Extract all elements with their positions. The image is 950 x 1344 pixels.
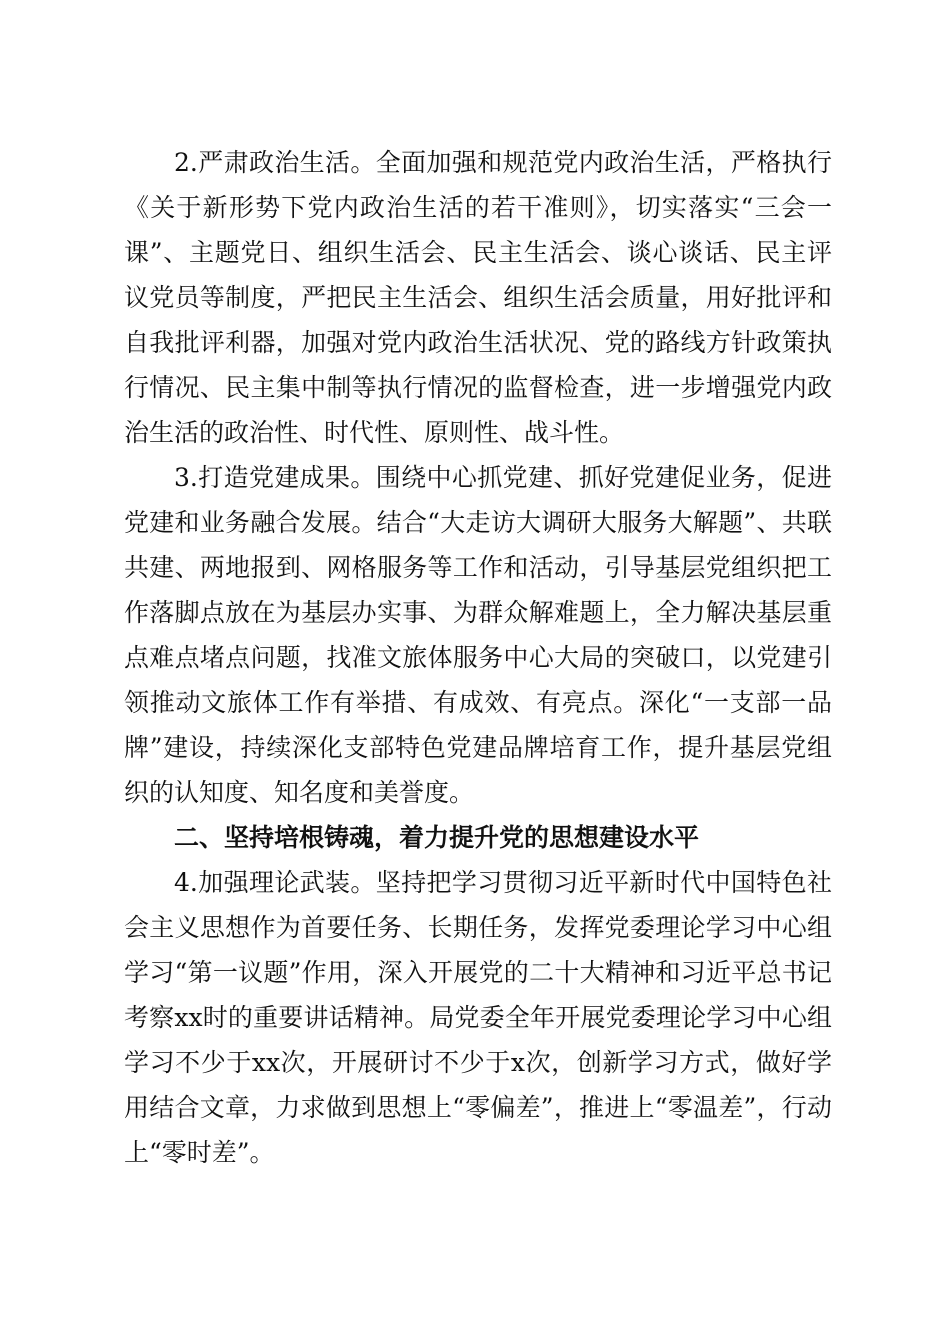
paragraph-3: 3.打造党建成果。围绕中心抓党建、抓好党建促业务，促进党建和业务融合发展。结合“大走访大调研大服务大解题”、共联共建、两地报到、网格服务等工作和活动，引导基层党组织把工作落脚点放在为基层办实事、为群众解难题上，全力解决基层重点难点堵点问题，找准文旅体服务中心大局的突破口，以党建引领推动文旅体工作有举措、有成效、有亮点。深化“一支部一品牌”建设，持续深化支部特色党建品牌培育工作，提升基层党组织的认知度、知名度和美誉度。 [124, 463, 832, 807]
paragraph-2: 2.严肃政治生活。全面加强和规范党内政治生活，严格执行《关于新形势下党内政治生活的若干准则》，切实落实“三会一课”、主题党日、组织生活会、民主生活会、谈心谈话、民主评议党员等制度，严把民主生活会、组织生活会质量，用好批评和自我批评利器，加强对党内政治生活状况、党的路线方针政策执行情况、民主集中制等执行情况的监督检查，进一步增强党内政治生活的政治性、时代性、原则性、战斗性。 [124, 148, 832, 447]
paragraph-4: 4.加强理论武装。坚持把学习贯彻习近平新时代中国特色社会主义思想作为首要任务、长期任务，发挥党委理论学习中心组学习“第一议题”作用，深入开展党的二十大精神和习近平总书记考察xx时的重要讲话精神。局党委全年开展党委理论学习中心组学习不少于xx次，开展研讨不少于x次，创新学习方式，做好学用结合文章，力求做到思想上“零偏差”，推进上“零温差”，行动上“零时差”。 [124, 868, 832, 1167]
document-body [124, 140, 832, 1175]
section-heading-2: 二、坚持培根铸魂，着力提升党的思想建设水平 [174, 823, 700, 852]
